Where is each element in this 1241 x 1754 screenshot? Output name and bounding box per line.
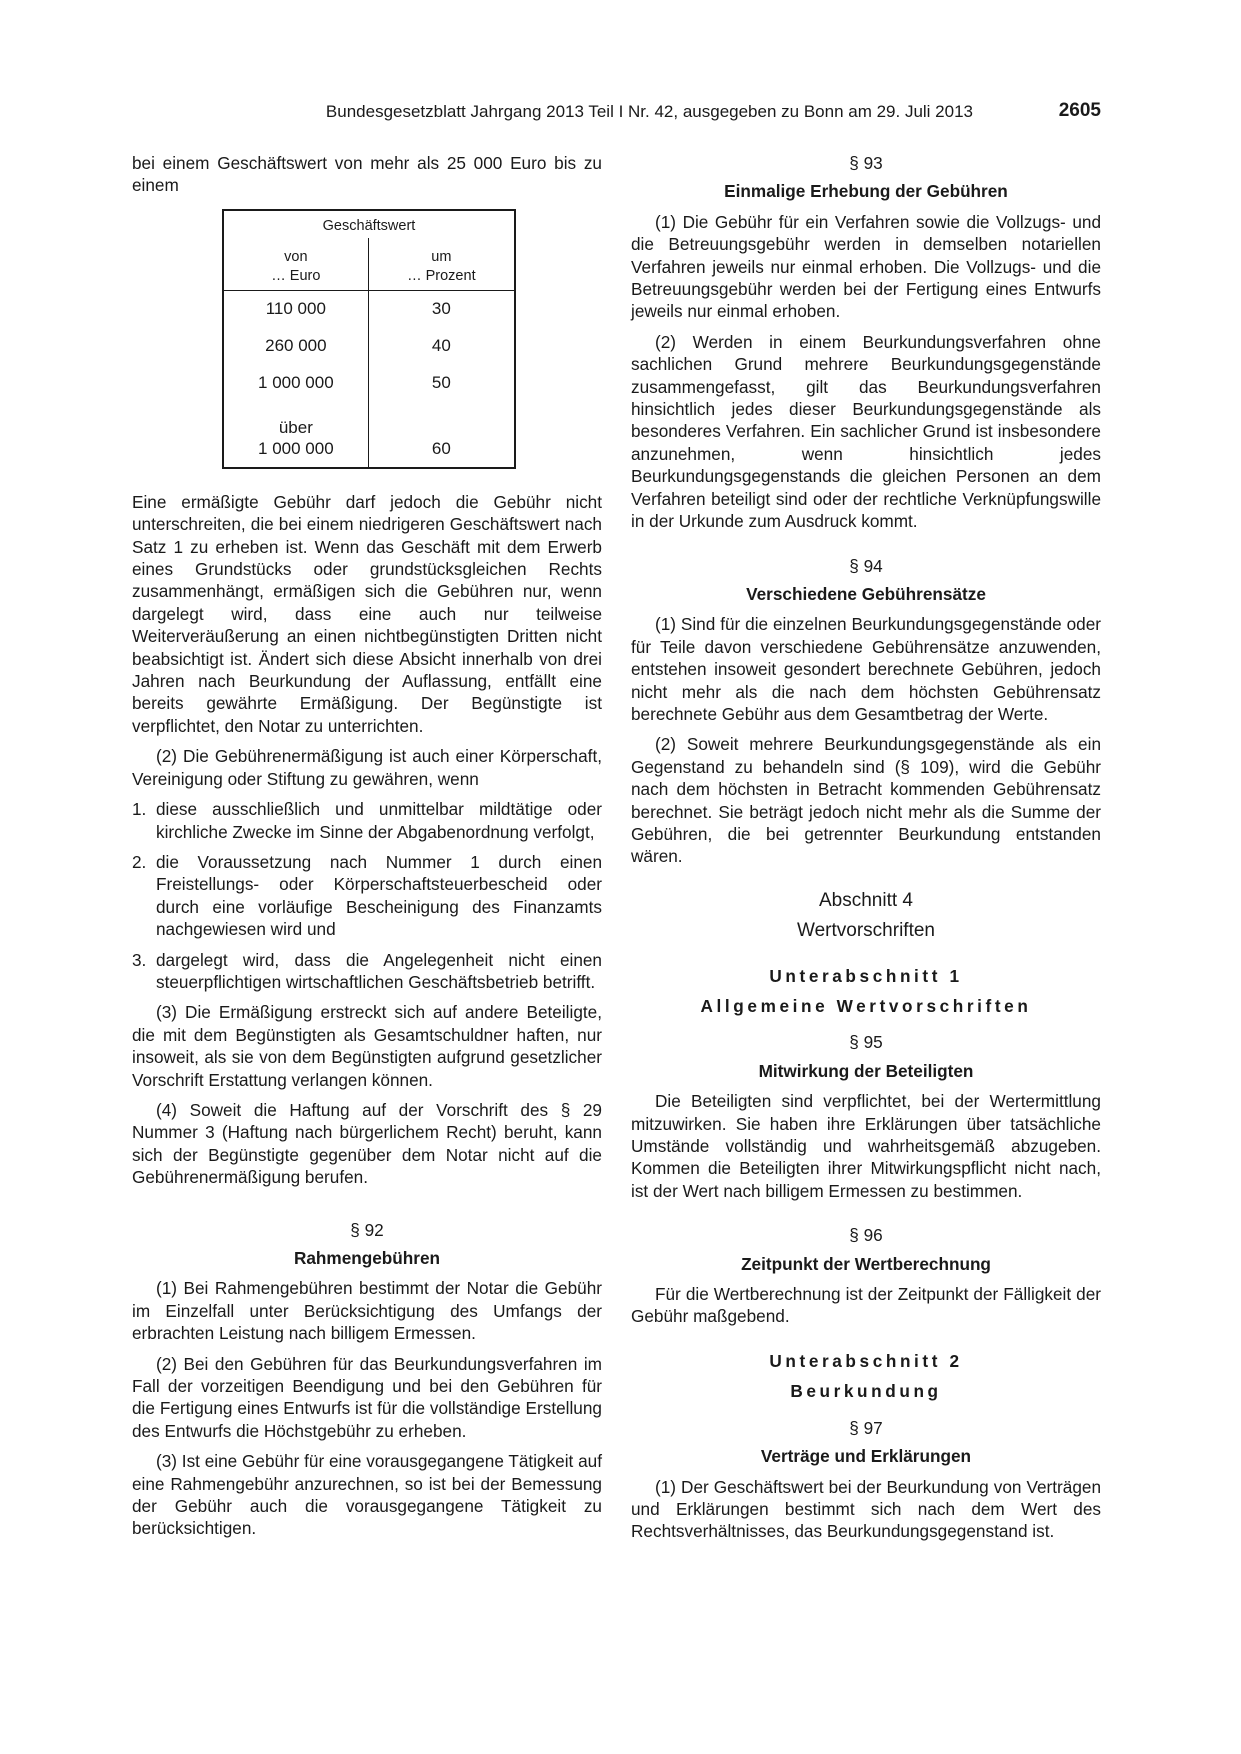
list-text: dargelegt wird, dass die Angelegenheit nicht einen steuerpflichtigen wirtschaftlichen Geschäftsbetrieb betrifft.: [156, 949, 602, 992]
table-header-value: [223, 238, 368, 291]
unterabschnitt-2-title: Beurkundung: [790, 1381, 942, 1402]
table-cell-percent: 60: [431, 438, 451, 458]
paragraph-2: (2) Die Gebührenermäßigung ist auch einer Körperschaft, Vereinigung oder Stiftung zu gewähren, wenn: [132, 746, 602, 789]
unterabschnitt-2-label: Unterabschnitt 2: [769, 1350, 963, 1371]
list-item: [132, 851, 602, 941]
table-caption: Geschäftswert: [322, 217, 416, 234]
abschnitt-label: Abschnitt 4: [819, 889, 913, 911]
header-um: um: [431, 248, 452, 265]
abschnitt-title: Wertvorschriften: [797, 920, 935, 942]
paragraph-3: (3) Die Ermäßigung erstreckt sich auf andere Beteiligte, die mit dem Begünstigten als Gesamtschuldner haften, nur insoweit, als sie von dem Begünstigten aufgrund gesetzlicher Vorschrift Erstattung verlangen können.: [132, 1002, 602, 1090]
table-cell-percent: 40: [431, 336, 451, 356]
list-text: die Voraussetzung nach Nummer 1 durch einen Freistellungs- oder Körperschaftsteuerbescheid oder durch eine vorläufige Bescheinigung des Finanzamts nachgewiesen wird und: [156, 851, 602, 940]
intro-text: bei einem Geschäftswert von mehr als 25 000 Euro bis zu einem: [132, 153, 602, 196]
table-cell-value: 1 000 000: [223, 365, 368, 402]
section-95-para-1: Die Beteiligten sind verpflichtet, bei der Wertermittlung mitzuwirken. Sie haben ihre Erklärungen über tatsächliche Umstände vollständig und wahrheitsgemäß abzugeben. Kommen die Beteiligten ihrer Mitwirkungspflicht nicht nach, ist der Wert nach billigem Ermessen zu bestimmen.: [631, 1091, 1101, 1201]
section-96-number: § 96: [849, 1225, 883, 1246]
section-93-number: § 93: [849, 153, 883, 173]
table-row: [223, 328, 515, 365]
unterabschnitt-1-title: Allgemeine Wertvorschriften: [700, 996, 1032, 1016]
section-93-para-1: (1) Die Gebühr für ein Verfahren sowie die Vollzugs- und die Betreuungsgebühr werden in demselben notariellen Verfahren jeweils nur einmal erhoben. Die Vollzugs- und die Betreuungsgebühr werden bei der Fertigung eines Entwurfs jeweils nur einmal erhoben.: [631, 211, 1101, 322]
header-title: Bundesgesetzblatt Jahrgang 2013 Teil I Nr. 42, ausgegeben zu Bonn am 29. Juli 2013: [325, 102, 973, 121]
page-header: [0, 100, 1241, 124]
section-92-para-2: (2) Bei den Gebühren für das Beurkundungsverfahren im Fall der vorzeitigen Beendigung und bei den Gebühren für die Fertigung eines Entwurfs ist für die vollständige Erstellung des Entwurfs die Höchstgebühr zu erheben.: [132, 1353, 602, 1441]
table-cell-value-amount: 1 000 000: [258, 438, 334, 458]
table-cell-value: [223, 402, 368, 468]
table-cell-percent: 30: [431, 299, 451, 319]
section-95-title: Mitwirkung der Beteiligten: [758, 1060, 974, 1081]
section-94-para-1: (1) Sind für die einzelnen Beurkundungsgegenstände oder für Teile davon verschiedene Gebührensätze anzuwenden, entstehen insoweit gesondert berechnete Gebühren, jedoch nicht mehr als die nach dem höchsten Gebührensatz berechnete Gebühr aus dem Gesamtbetrag der Werte.: [631, 614, 1101, 724]
table-row: [223, 290, 515, 328]
list-item: [132, 798, 602, 843]
list-number: 1.: [132, 799, 147, 820]
section-94-number: § 94: [849, 555, 883, 576]
paragraph-main: Eine ermäßigte Gebühr darf jedoch die Gebühr nicht unterschreiten, die bei einem niedrigeren Geschäftswert nach Satz 1 zu erheben ist. Wenn das Geschäft mit dem Erwerb eines Grundstücks oder grundstücksgleichen Rechts zusammenhängt, ermäßigen sich die Gebühren nur, wenn dargelegt wird, dass eine auch nur teilweise Weiterveräußerung an einen nichtbegünstigten Dritten nicht beabsichtigt ist. Ändert sich diese Absicht innerhalb von drei Jahren nach Beurkundung der Auflassung, entfällt eine bereits gewährte Ermäßigung. Der Begünstigte ist verpflichtet, den Notar zu unterrichten.: [132, 491, 602, 736]
section-97-title: Verträge und Erklärungen: [760, 1446, 972, 1467]
fee-reduction-table: [222, 209, 516, 469]
section-97-number: § 97: [849, 1417, 883, 1438]
section-92-para-3: (3) Ist eine Gebühr für eine vorausgegangene Tätigkeit auf eine Rahmengebühr anzurechnen, so ist bei der Bemessung der Gebühr auch die vorausgegangene Tätigkeit zu berücksichtigen.: [132, 1451, 602, 1539]
list-number: 3.: [132, 949, 147, 970]
section-92-para-1: (1) Bei Rahmengebühren bestimmt der Notar die Gebühr im Einzelfall unter Berücksichtigung des Umfangs der erbrachten Leistung nach billigem Ermessen.: [132, 1278, 602, 1344]
unterabschnitt-1-label: Unterabschnitt 1: [769, 965, 963, 986]
header-von: von: [284, 248, 308, 265]
section-93-title: Einmalige Erhebung der Gebühren: [724, 181, 1008, 202]
section-97-para-1: (1) Der Geschäftswert bei der Beurkundung von Verträgen und Erklärungen bestimmt sich nach dem Wert des Rechtsverhältnisses, das Beurkundungsgegenstand ist.: [631, 1476, 1101, 1542]
section-93-para-2: (2) Werden in einem Beurkundungsverfahren ohne sachlichen Grund mehrere Beurkundungsgegenstände zusammengefasst, gilt das Beurkundungsverfahren hinsichtlich jedes dieser Beurkundungsgegenstände als besonderes Verfahren. Ein sachlicher Grund ist insbesondere anzunehmen, wenn hinsichtlich jedes Beurkundungsgegenstands die gleichen Personen an dem Verfahren beteiligt sind oder der rechtliche Verknüpfungswille in der Urkunde zum Ausdruck kommt.: [631, 331, 1101, 532]
table-cell-value-prefix: über: [278, 417, 313, 437]
table-cell-value: 110 000: [223, 290, 368, 328]
section-96-title: Zeitpunkt der Wertberechnung: [741, 1253, 991, 1274]
section-95-number: § 95: [849, 1032, 883, 1053]
right-column: [631, 152, 1101, 1551]
list-number: 2.: [132, 851, 147, 872]
table-cell-percent: 50: [431, 373, 451, 393]
section-92-title: Rahmengebühren: [293, 1248, 441, 1268]
table-row: [223, 365, 515, 402]
table-cell-value: 260 000: [223, 328, 368, 365]
header-prozent: … Prozent: [407, 267, 476, 284]
list-item: [132, 949, 602, 994]
paragraph-4: (4) Soweit die Haftung auf der Vorschrift des § 29 Nummer 3 (Haftung nach bürgerlichem Recht) beruht, kann sich der Begünstigte gegenüber dem Notar nicht auf die Gebührenermäßigung berufen.: [132, 1099, 602, 1188]
list-text: diese ausschließlich und unmittelbar mildtätige oder kirchliche Zwecke im Sinne der Abgabenordnung verfolgt,: [156, 799, 602, 842]
section-92-number: § 92: [350, 1219, 384, 1240]
left-column: [132, 152, 602, 1548]
section-96-para-1: Für die Wertberechnung ist der Zeitpunkt der Fälligkeit der Gebühr maßgebend.: [631, 1284, 1101, 1327]
section-94-title: Verschiedene Gebührensätze: [746, 583, 986, 604]
header-euro: … Euro: [271, 267, 321, 284]
section-94-para-2: (2) Soweit mehrere Beurkundungsgegenstände als ein Gegenstand zu behandeln sind (§ 109), wird die Gebühr nach dem höchsten in Betracht kommenden Gebührensatz berechnet. Sie beträgt jedoch nicht mehr als die Summe der Gebühren, die bei getrennter Beurkundung entstanden wären.: [631, 734, 1101, 867]
fee-table-wrapper: [222, 209, 516, 469]
condition-list: [132, 798, 602, 993]
table-header-percent: [368, 238, 515, 291]
page-number: 2605: [1058, 100, 1101, 121]
table-row: [223, 402, 515, 468]
